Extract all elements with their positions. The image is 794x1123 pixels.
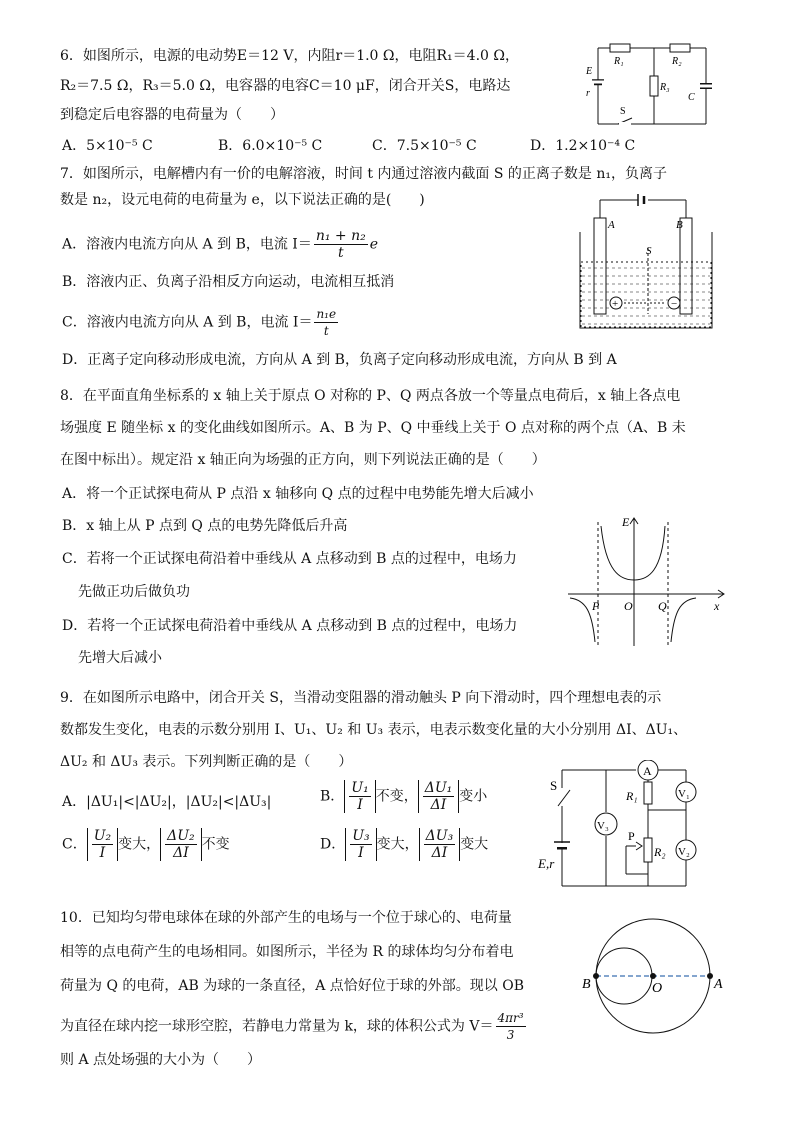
- q9-option-d-frac-2-num: ΔU₃: [425, 828, 454, 844]
- q8-option-b: B．x 轴上从 P 点到 Q 点的电势先降低后升高: [62, 518, 348, 534]
- q9-option-d-abs-1: [345, 828, 376, 861]
- q9-option-c-label: C．: [62, 836, 87, 853]
- q7-label-b: B: [676, 219, 683, 231]
- q7-option-c-text: C．溶液内电流方向从 A 到 B，电流 I＝: [62, 314, 313, 331]
- q9-option-c-frac-1: [92, 828, 113, 861]
- q6-line-2: R₂＝7.5 Ω，R₃＝5.0 Ω，电容器的电容C＝10 μF，闭合开关S，电路达: [60, 78, 511, 94]
- q10-volume-fraction: [496, 1010, 526, 1043]
- q8-line-3: 在图中标出）。规定沿 x 轴正向为场强的正方向，则下列说法正确的是（ ）: [60, 452, 546, 468]
- q10-label-b: B: [582, 977, 591, 992]
- q9-option-a: A．|ΔU₁|<|ΔU₂|，|ΔU₂|<|ΔU₃|: [62, 794, 272, 810]
- q8-label-o: O: [624, 599, 633, 613]
- q8-line-1: 8．在平面直角坐标系的 x 轴上关于原点 O 对称的 P、Q 两点各放一个等量点电荷后，x 轴上各点电: [60, 388, 681, 404]
- q9-option-b-text-1: 不变，: [375, 788, 418, 805]
- q6-label-r: r: [586, 88, 590, 99]
- q9-line-2: 数都发生变化，电表的示数分别用 I、U₁、U₂ 和 U₃ 表示，电表示数变化量的大小分别用 ΔI、ΔU₁、: [60, 722, 688, 738]
- q6-label-e: E: [586, 66, 593, 77]
- q7-label-s: S: [646, 245, 652, 257]
- q9-option-c: [62, 828, 230, 861]
- q7-option-a-text: A．溶液内电流方向从 A 到 B，电流 I＝: [62, 236, 312, 253]
- q9-option-d-frac-1: [350, 828, 371, 861]
- q7-minus-ion: −: [671, 298, 678, 310]
- q8-line-2: 场强度 E 随坐标 x 的变化曲线如图所示。A、B 为 P、Q 中垂线上关于 O 点对称的两个点（A、B 未: [60, 420, 686, 436]
- q9-line-3: ΔU₂ 和 ΔU₃ 表示。下列判断正确的是（ ）: [60, 754, 353, 770]
- q6-label-r2: R₂: [672, 56, 682, 67]
- q6-circuit-diagram: [584, 40, 714, 130]
- q9-option-c-frac-2-num: ΔU₂: [167, 828, 195, 844]
- q9-option-b-frac-2-num: ΔU₁: [424, 780, 453, 796]
- q9-option-c-frac-1-den: I: [99, 845, 106, 861]
- q9-option-d-frac-1-num: U₃: [352, 828, 370, 844]
- q9-option-b-frac-1-den: I: [357, 797, 363, 813]
- q8-label-q: Q: [658, 599, 667, 613]
- q9-option-b-frac-2: [423, 780, 455, 813]
- q9-option-b-abs-1: [344, 780, 375, 813]
- q9-option-d-label: D．: [320, 836, 346, 853]
- q9-label-p: P: [628, 829, 635, 843]
- q8-option-d: D．若将一个正试探电荷沿着中垂线从 A 点移动到 B 点的过程中，电场力: [62, 618, 518, 634]
- q7-option-c: [62, 306, 340, 339]
- q9-option-b-label: B．: [320, 788, 345, 805]
- q10-line-2: 相等的点电荷产生的电场相同。如图所示，半径为 R 的球体均匀分布着电: [60, 944, 514, 960]
- q10-line-5: 则 A 点处场强的大小为（ ）: [60, 1052, 262, 1068]
- q6-label-c: C: [688, 92, 695, 103]
- q9-option-c-frac-2: [165, 828, 197, 861]
- q8-option-d-cont: 先增大后减小: [78, 650, 162, 666]
- q8-label-p: P: [592, 599, 600, 613]
- q7-option-c-numerator: n₁e: [316, 307, 337, 321]
- q7-electrolysis-diagram: [576, 188, 716, 333]
- q7-option-c-denominator: t: [323, 324, 329, 338]
- q9-option-b-frac-1: [349, 780, 370, 813]
- q6-line-1: 6．如图所示，电源的电动势E＝12 V，内阻r＝1.0 Ω，电阻R₁＝4.0 Ω，: [60, 48, 519, 64]
- q8-option-a: A．将一个正试探电荷从 P 点沿 x 轴移向 Q 点的过程中电势能先增大后减小: [62, 486, 534, 502]
- q6-label-r1: R₁: [614, 56, 624, 67]
- q6-label-r3: R₃: [660, 82, 670, 93]
- q8-label-x: x: [714, 599, 720, 613]
- q9-ammeter-label: A: [643, 764, 652, 778]
- q7-option-a: [62, 228, 378, 261]
- q7-line-1: 7．如图所示，电解槽内有一价的电解溶液，时间 t 内通过溶液内截面 S 的正离子数是 n₁，负离子: [60, 166, 668, 182]
- q9-option-d-text-2: 变大: [460, 836, 489, 853]
- q8-option-c-cont: 先做正功后做负功: [78, 584, 190, 600]
- q9-option-c-abs-2: [160, 828, 202, 861]
- q8-field-graph: [564, 512, 734, 652]
- q7-option-d: D．正离子定向移动形成电流，方向从 A 到 B，负离子定向移动形成电流，方向从 B 到 A: [62, 352, 617, 368]
- q9-option-d-abs-2: [419, 828, 461, 861]
- q10-label-a: A: [714, 977, 723, 992]
- q6-option-c: C．7.5×10⁻⁵ C: [372, 138, 477, 154]
- q10-line-3: 荷量为 Q 的电荷，AB 为球的一条直径，A 点恰好位于球的外部。现以 OB: [60, 978, 525, 994]
- q9-option-d-frac-2-den: ΔI: [431, 845, 448, 861]
- q9-option-d-frac-2: [424, 828, 456, 861]
- q10-label-o: O: [652, 981, 663, 996]
- q8-option-c: C．若将一个正试探电荷沿着中垂线从 A 点移动到 B 点的过程中，电场力: [62, 551, 517, 567]
- q9-option-b-abs-2: [418, 780, 460, 813]
- q9-option-b-frac-2-den: ΔI: [430, 797, 447, 813]
- q10-line-1: 10．已知均匀带电球体在球的外部产生的电场与一个位于球心的、电荷量: [60, 910, 512, 926]
- q10-line-4: [60, 1010, 528, 1043]
- q9-voltmeter-2-label: V₂: [678, 846, 690, 858]
- q7-option-a-fraction: [314, 228, 368, 261]
- q9-voltmeter-1-label: V₁: [678, 788, 690, 800]
- q9-option-d: [320, 828, 488, 861]
- q10-volume-denominator: 3: [506, 1028, 515, 1042]
- q9-option-c-frac-2-den: ΔI: [173, 845, 189, 861]
- q9-option-d-frac-1-den: I: [358, 845, 364, 861]
- q9-option-c-text-1: 变大，: [118, 836, 161, 853]
- q7-option-c-fraction: [314, 306, 338, 339]
- q9-option-c-abs-1: [87, 828, 118, 861]
- q7-option-a-denominator: t: [337, 245, 344, 261]
- q9-option-c-text-2: 不变: [201, 836, 230, 853]
- q9-option-d-text-1: 变大，: [376, 836, 419, 853]
- q8-label-e: E: [622, 515, 630, 529]
- q9-label-r2: R₂: [654, 845, 666, 859]
- q9-label-er: E,r: [538, 856, 555, 871]
- q7-label-a: A: [608, 219, 615, 231]
- q9-label-r1: R₁: [626, 789, 638, 803]
- q6-option-a: A．5×10⁻⁵ C: [62, 138, 153, 154]
- q6-line-3: 到稳定后电容器的电荷量为（ ）: [60, 107, 284, 123]
- q10-volume-numerator: 4πr³: [497, 1011, 524, 1025]
- q7-plus-ion: +: [612, 298, 619, 310]
- q6-label-s: S: [620, 106, 626, 117]
- q9-circuit-diagram: [536, 760, 716, 890]
- q9-line-1: 9．在如图所示电路中，闭合开关 S，当滑动变阻器的滑动触头 P 向下滑动时，四个理想电表的示: [60, 690, 662, 706]
- q7-option-a-numerator: n₁ + n₂: [315, 228, 366, 244]
- q9-voltmeter-3-label: V₃: [597, 820, 609, 832]
- q10-sphere-diagram: [580, 906, 730, 1056]
- q9-option-b-frac-1-num: U₁: [351, 780, 369, 796]
- q7-line-2: 数是 n₂，设元电荷的电荷量为 e，以下说法正确的是( ): [60, 192, 425, 208]
- q9-option-b-text-2: 变小: [459, 788, 488, 805]
- q10-line-4-text: 为直径在球内挖一球形空腔，若静电力常量为 k，球的体积公式为 V＝: [60, 1018, 494, 1035]
- q9-option-c-frac-1-num: U₂: [93, 828, 112, 844]
- q9-option-b: [320, 780, 487, 813]
- q7-option-a-e: e: [369, 236, 379, 253]
- q9-label-s: S: [550, 778, 558, 793]
- q6-option-b: B．6.0×10⁻⁵ C: [218, 138, 323, 154]
- q6-option-d: D．1.2×10⁻⁴ C: [530, 138, 636, 154]
- q7-option-b: B．溶液内正、负离子沿相反方向运动，电流相互抵消: [62, 274, 395, 290]
